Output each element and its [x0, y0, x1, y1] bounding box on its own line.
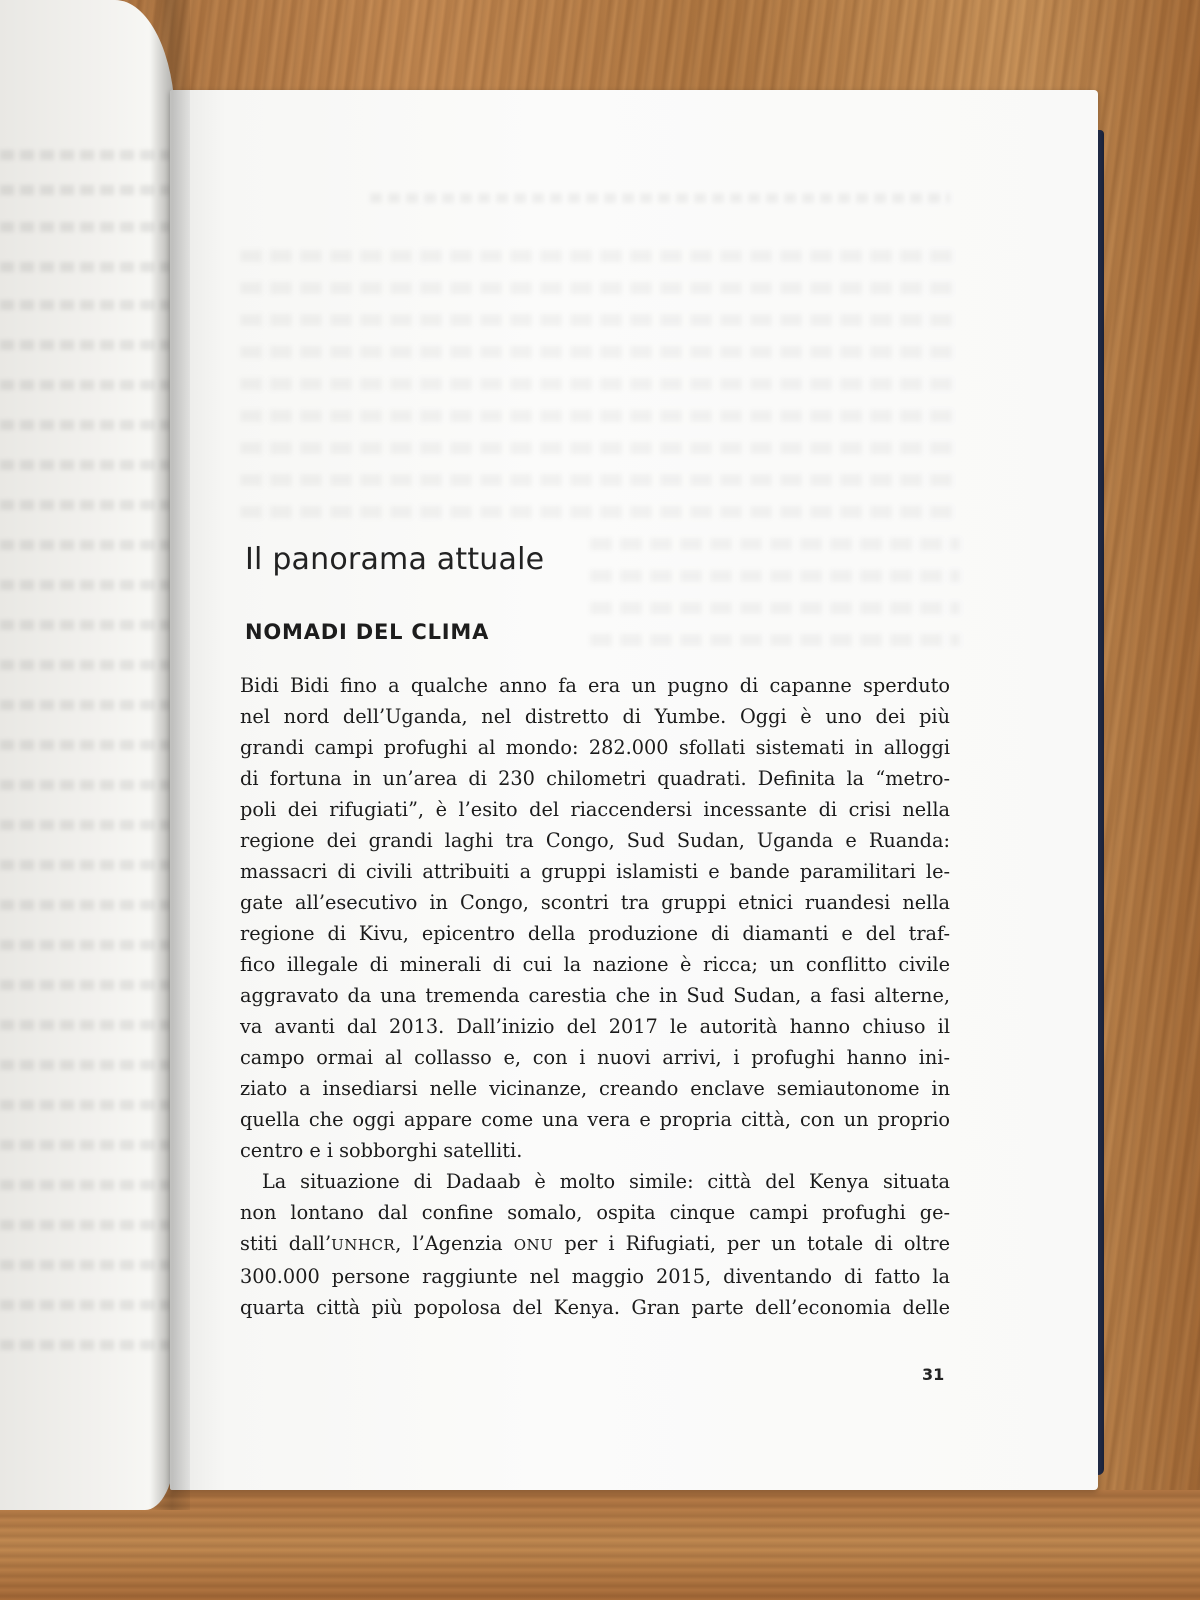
text-line: quella che oggi appare come una vera e propria città, con un proprio [240, 1108, 950, 1131]
body-text [240, 670, 950, 1323]
show-through-line [590, 602, 960, 614]
left-page-text-line [0, 150, 170, 160]
left-page-text-line [0, 580, 170, 590]
text-line: ziato a insediarsi nelle vicinanze, creando enclave semiautonome in [240, 1077, 950, 1100]
section-title: Il panorama attuale [245, 542, 545, 577]
show-through-line [590, 538, 960, 550]
show-through-line [590, 634, 960, 646]
text-line: campo ormai al collasso e, con i nuovi arrivi, i profughi hanno ini- [240, 1046, 950, 1069]
left-page-text-line [0, 420, 170, 430]
left-page-text-line [0, 740, 170, 750]
text-line: non lontano dal confine somalo, ospita cinque campi profughi ge- [240, 1201, 950, 1224]
show-through-line [240, 250, 960, 262]
text-line: di fortuna in un’area di 230 chilometri quadrati. Definita la “metro- [240, 767, 950, 790]
text-line: 300.000 persone raggiunte nel maggio 2015, diventando di fatto la [240, 1265, 950, 1288]
left-page-text-line [0, 185, 170, 195]
left-page-text-line [0, 820, 170, 830]
left-page-text-line [0, 1180, 170, 1190]
show-through-line [240, 346, 960, 358]
left-page-text-line [0, 222, 170, 232]
left-page-text-line [0, 340, 170, 350]
left-page-text-line [0, 262, 170, 272]
text-line: quarta città più popolosa del Kenya. Gran parte dell’economia delle [240, 1296, 950, 1319]
left-page-text-line [0, 1140, 170, 1150]
left-page-text-line [0, 660, 170, 670]
text-line: fico illegale di minerali di cui la nazione è ricca; un conflitto civile [240, 953, 950, 976]
text-line: regione di Kivu, epicentro della produzione di diamanti e del traf- [240, 922, 950, 945]
show-through-line [590, 570, 960, 582]
left-page-text-line [0, 460, 170, 470]
text-line: centro e i sobborghi satelliti. [240, 1139, 523, 1162]
left-page-text-line [0, 900, 170, 910]
show-through-line [240, 378, 960, 390]
text-line: gate all’esecutivo in Congo, scontri tra gruppi etnici ruandesi nella [240, 891, 950, 914]
paragraph-1 [240, 670, 950, 1166]
text-line: Bidi Bidi fino a qualche anno fa era un pugno di capanne sperduto [240, 674, 950, 697]
show-through-line [240, 442, 960, 454]
text-line: stiti dall’UNHCR, l’Agenzia ONU per i Rifugiati, per un totale di oltre [240, 1232, 950, 1255]
left-page-text-line [0, 700, 170, 710]
left-page-text-line [0, 1340, 170, 1350]
left-page-text-line [0, 1220, 170, 1230]
left-page-text-line [0, 1260, 170, 1270]
text-line: va avanti dal 2013. Dall’inizio del 2017 le autorità hanno chiuso il [240, 1015, 950, 1038]
paragraph-2 [240, 1166, 950, 1323]
left-page-text-line [0, 300, 170, 310]
left-facing-page [0, 0, 175, 1510]
text-line: regione dei grandi laghi tra Congo, Sud Sudan, Uganda e Ruanda: [240, 829, 950, 852]
show-through-line [240, 474, 960, 486]
show-through-running-head [370, 193, 950, 203]
left-page-text-line [0, 1020, 170, 1030]
text-line: aggravato da una tremenda carestia che in Sud Sudan, a fasi alterne, [240, 984, 950, 1007]
text-line: La situazione di Dadaab è molto simile: città del Kenya situata [262, 1170, 950, 1193]
show-through-line [240, 282, 960, 294]
left-page-text-line [0, 500, 170, 510]
text-line: grandi campi profughi al mondo: 282.000 sfollati sistemati in alloggi [240, 736, 950, 759]
left-page-text-line [0, 620, 170, 630]
left-page-text-line [0, 1100, 170, 1110]
left-page-text-line [0, 540, 170, 550]
book-gutter-shadow [150, 0, 190, 1510]
page-number: 31 [922, 1365, 945, 1384]
left-page-text-line [0, 980, 170, 990]
show-through-line [240, 506, 960, 518]
show-through-line [240, 314, 960, 326]
left-page-text-line [0, 380, 170, 390]
left-page-text-line [0, 1060, 170, 1070]
subsection-title: NOMADI DEL CLIMA [245, 620, 490, 644]
left-page-text-line [0, 940, 170, 950]
text-line: poli dei rifugiati”, è l’esito del riaccendersi incessante di crisi nella [240, 798, 950, 821]
left-page-text-line [0, 1300, 170, 1310]
left-page-text-line [0, 860, 170, 870]
text-line: massacri di civili attribuiti a gruppi islamisti e bande paramilitari le- [240, 860, 950, 883]
show-through-line [240, 410, 960, 422]
text-line: nel nord dell’Uganda, nel distretto di Yumbe. Oggi è uno dei più [240, 705, 950, 728]
left-page-text-line [0, 780, 170, 790]
book-page [170, 90, 1098, 1490]
